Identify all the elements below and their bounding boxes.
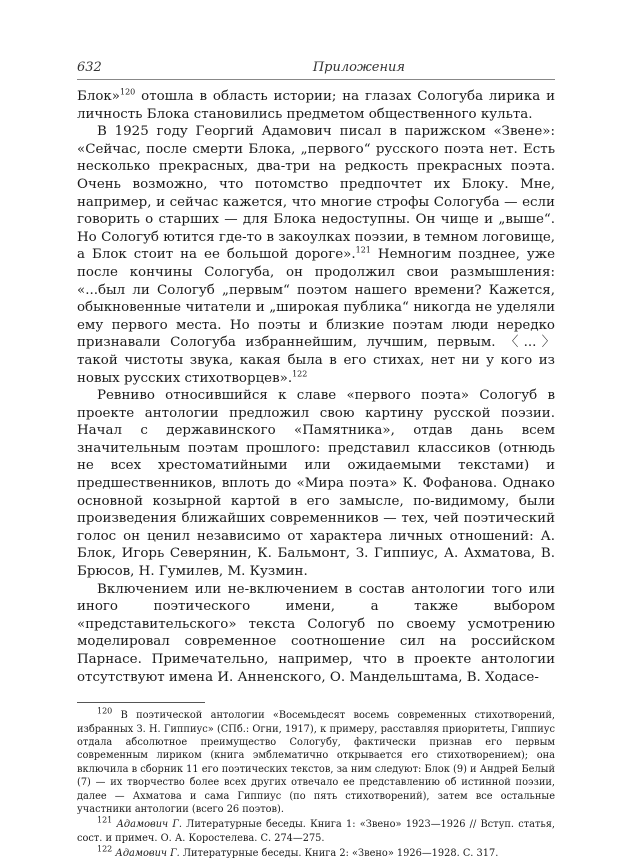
page-header xyxy=(77,55,555,80)
paragraph-text: Включением или не-включением в состав антологии того или иного поэтического имени, а также выбором «представительского» текста Сологуб по своему усмотрению моделировал современное соотношение сил на российском Парнасе. Примечательно, например, что в проекте антологии отсутствуют имена И. Анненского, О. Мандельштама, В. Ходасе- xyxy=(77,581,555,685)
footnote-text: Литературные беседы. Книга 1: «Звено» 1923—1926 // Вступ. статья, сост. и примеч. О. А. Коростелева. С. 274—275. xyxy=(77,819,556,844)
footnote-ref: 121 xyxy=(355,245,371,255)
footnote xyxy=(77,706,555,816)
page-number: 632 xyxy=(77,60,102,75)
footnote-text: В поэтической антологии «Восемьдесят восемь современных стихотворений, избранных З. Н. Гиппиус» (СПб.: Огни, 1917), к примеру, расставляя приоритеты, Гиппиус отдала абсолютное преимущество Сологубу, фактически признав его первым современным лириком (книга эмблематично открывается его стихотворением); она включила в сборник 11 его поэтических текстов, за ним следуют: Блок (9) и Андрей Белый (7) — их творчество более всех других отвечало ее представлению об истинной поэзии, далее — Ахматова и сама Гиппиус (по пять стихотворений), затем все остальные участники антологии (всего 26 поэтов). xyxy=(77,710,555,816)
running-title: Приложения xyxy=(312,60,405,75)
footnotes xyxy=(77,706,556,860)
footnote xyxy=(77,818,555,845)
paragraph-text: отошла в область истории; на глазах Сологуба лирика и личность Блока становились предметом общественного культа. xyxy=(77,89,555,122)
footnote-number: 120 xyxy=(97,706,113,716)
paragraph-text: Ревниво относившийся к славе «первого поэта» Сологуб в проекте антологии предложил свою картину русской поэзии. Начал с державинского «Памятника», отдав дань всем значительным поэтам прошлого: представил классиков (отнюдь не всех хрестоматийными или ожидаемыми текстами) и предшественников, вплоть до «Мира поэта» К. Фофанова. Однако основной козырной картой в его замысле, по-видимому, были произведения ближайших современников — тех, чей поэтический голос он ценил независимо от характера личных отношений: А. Блок, Игорь Северянин, К. Бальмонт, З. Гиппиус, А. Ахматова, В. Брюсов, Н. Гумилев, М. Кузмин. xyxy=(77,388,555,580)
paragraph xyxy=(77,581,555,687)
footnote xyxy=(77,844,555,860)
footnote-number: 121 xyxy=(97,816,113,826)
footnote-ref: 122 xyxy=(292,369,308,379)
footnote-author: Адамович Г. xyxy=(116,819,182,831)
paragraph-text: Немногим позднее, уже после кончины Сологуба, он продолжил свои размышления: «...был ли Сологуб „первым“ поэтом нашего времени? Кажется, обыкновенные читатели и „широкая публика“ никогда не уделяли ему первого места. Но поэты и близкие поэтам люди нередко признавали Сологуба избраннейшим, лучшим, первым. 〈...〉 такой чистоты звука, какая была в его стихах, нет ни у кого из новых русских стихотворцев». xyxy=(77,247,555,386)
paragraph-text: Блок» xyxy=(77,89,120,104)
paragraph xyxy=(77,123,555,387)
footnote-divider xyxy=(77,702,205,703)
paragraph xyxy=(77,88,555,123)
footnote-author: Адамович Г. xyxy=(115,848,180,860)
main-text xyxy=(77,88,555,686)
footnote-ref: 120 xyxy=(119,87,136,97)
footnote-text: Литературные беседы. Книга 2: «Звено» 1926—1928. С. 317. xyxy=(179,848,499,860)
book-page xyxy=(77,55,555,863)
footnote-number: 122 xyxy=(97,844,113,854)
paragraph xyxy=(77,387,555,581)
paragraph-text: В 1925 году Георгий Адамович писал в парижском «Звене»: «Сейчас, после смерти Блока, „первого“ русского поэта нет. Есть несколько прекрасных, два-три на редкость прекрасных поэта. Очень возможно, что потомство предпочтет их Блоку. Мне, например, и сейчас кажется, что многие строфы Сологуба — если говорить о старших — для Блока недоступны. Он чище и „выше“. Но Сологуб ютится где-то в закоулках поэзии, в темном логовище, а Блок стоит на ее большой дороге». xyxy=(77,124,555,263)
